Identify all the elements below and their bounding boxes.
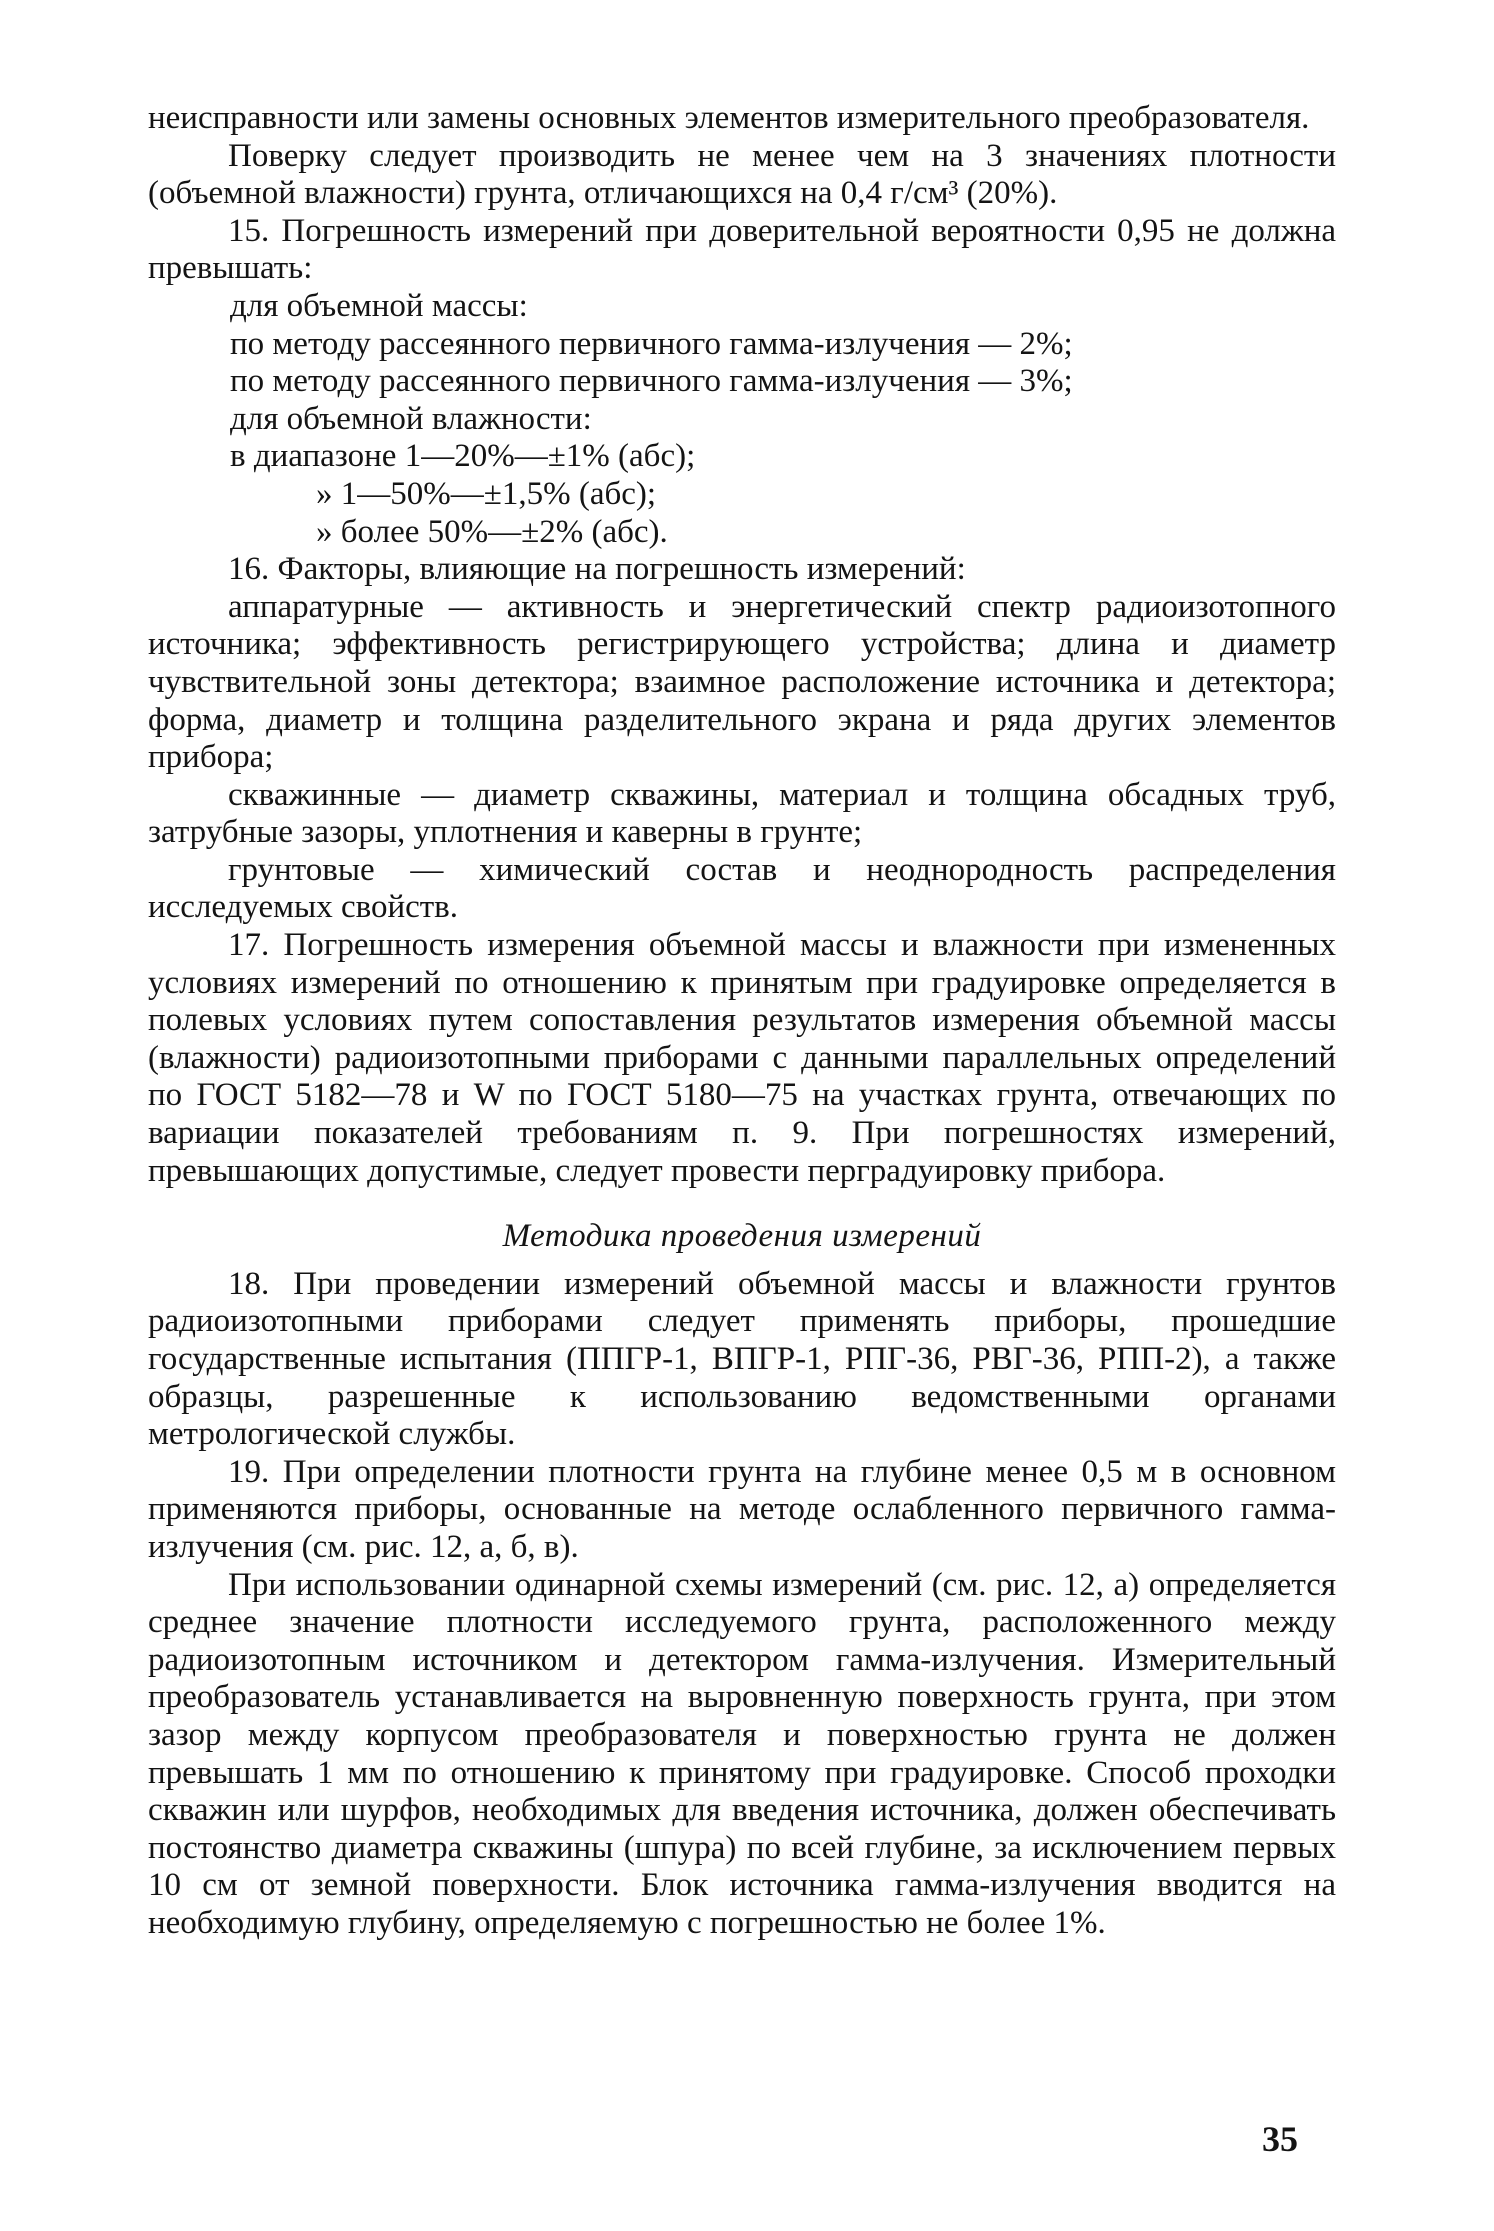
list-line: » 1—50%—±1,5% (абс); [316, 475, 657, 512]
list-line: по методу рассеянного первичного гамма-излучения — 2%; [230, 325, 1073, 362]
paragraph: грунтовые — химический состав и неоднородность распределения исследуемых свойств. [148, 851, 1336, 926]
paragraph-item-18: 18. При проведении измерений объемной массы и влажности грунтов радиоизотопными приборами следует применять приборы, прошедшие государственные испытания (ППГР-1, ВПГР-1, РПГ-36, РВГ-36, РПП-2), а также образцы, разрешенные к использованию ведомственными органами метрологической службы. [148, 1265, 1336, 1453]
body-text [148, 100, 1336, 1943]
section-heading: Методика проведения измерений [502, 1218, 982, 1255]
list-line: для объемной массы: [230, 287, 528, 324]
paragraph-item-17: 17. Погрешность измерения объемной массы и влажности при измененных условиях измерений по отношению к принятым при градуировке определяется в полевых условиях путем сопоставления результатов измерения объемной массы (влажности) радиоизотопными приборами с данными параллельных определений по ГОСТ 5182—78 и W по ГОСТ 5180—75 на участках грунта, отвечающих по вариации показателей требованиям п. 9. При погрешностях измерений, превышающих допустимые, следует провести перградуировку прибора. [148, 927, 1336, 1189]
paragraph: Поверку следует производить не менее чем на 3 значениях плотности (объемной влажности) грунта, отличающихся на 0,4 г/см³ (20%). [148, 137, 1336, 212]
paragraph-item-19: 19. При определении плотности грунта на глубине менее 0,5 м в основном применяются приборы, основанные на методе ослабленного первичного гамма-излучения (см. рис. 12, а, б, в). [148, 1453, 1336, 1565]
page-number: 35 [1262, 2119, 1298, 2159]
list-line: по методу рассеянного первичного гамма-излучения — 3%; [230, 363, 1073, 400]
paragraph: При использовании одинарной схемы измерений (см. рис. 12, а) определяется среднее значение плотности исследуемого грунта, расположенного между радиоизотопным источником и детектором гамма-излучения. Измерительный преобразователь устанавливается на выровненную поверхность грунта, при этом зазор между корпусом преобразователя и поверхностью грунта не должен превышать 1 мм по отношению к принятому при градуировке. Способ проходки скважин или шурфов, необходимых для введения источника, должен обеспечивать постоянство диаметра скважины (шпура) по всей глубине, за исключением первых 10 см от земной поверхности. Блок источника гамма-излучения вводится на необходимую глубину, определяемую с погрешностью не более 1%. [148, 1566, 1336, 1941]
list-line: в диапазоне 1—20%—±1% (абс); [230, 438, 696, 475]
paragraph: неисправности или замены основных элементов измерительного преобразователя. [148, 100, 1310, 136]
paragraph: скважинные — диаметр скважины, материал и толщина обсадных труб, затрубные зазоры, уплотнения и каверны в грунте; [148, 776, 1336, 851]
list-line: для объемной влажности: [230, 400, 592, 437]
paragraph-item-16: 16. Факторы, влияющие на погрешность измерений: [228, 551, 966, 588]
paragraph-item-15: 15. Погрешность измерений при доверительной вероятности 0,95 не должна превышать: [148, 212, 1336, 287]
paragraph: аппаратурные — активность и энергетический спектр радиоизотопного источника; эффективность регистрирующего устройства; длина и диаметр чувствительной зоны детектора; взаимное расположение источника и детектора; форма, диаметр и толщина разделительного экрана и ряда других элементов прибора; [148, 588, 1336, 776]
list-line: » более 50%—±2% (абс). [316, 513, 668, 550]
